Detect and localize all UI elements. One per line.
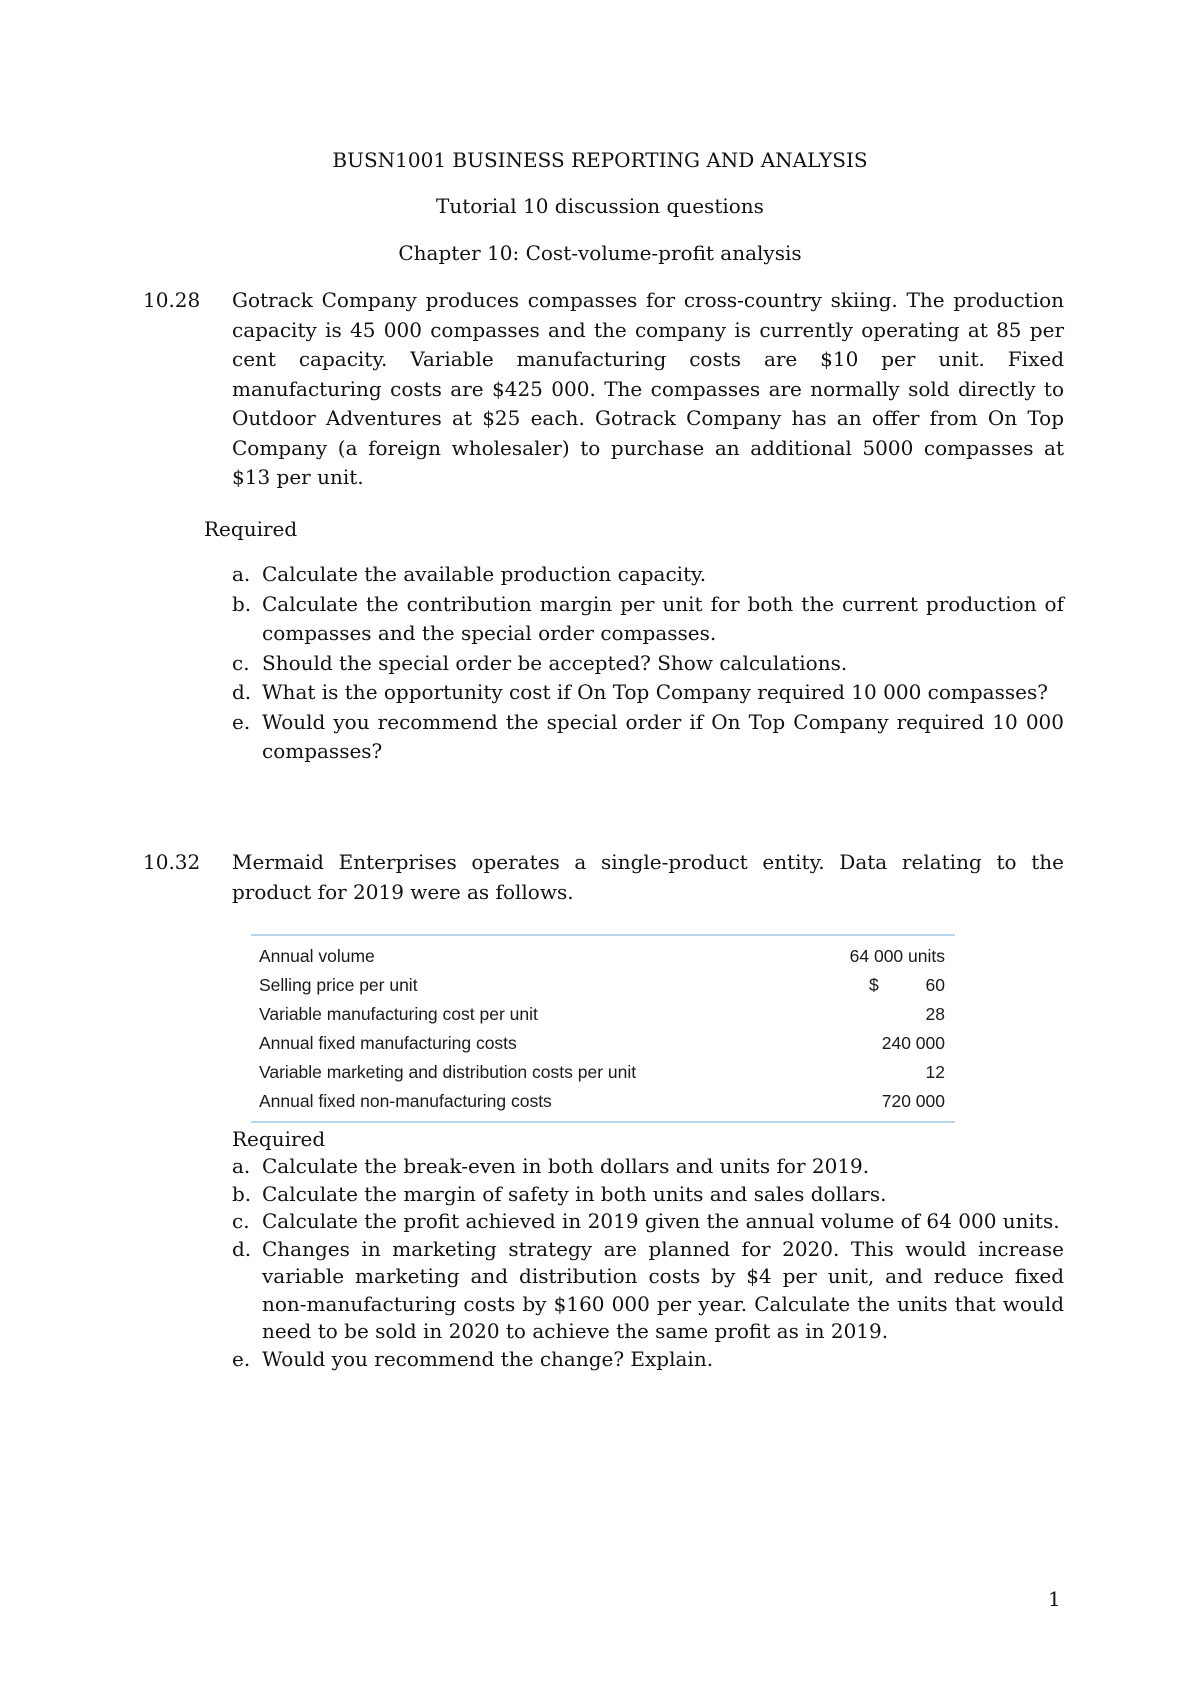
required-list-q1 [232,560,1064,767]
list-item: b. Calculate the margin of safety in both units and sales dollars. [232,1181,887,1206]
product-data-table [251,934,955,1123]
table-row: Variable marketing and distribution costs per unit 12 [259,1062,945,1082]
question-number-10-28: 10.28 [143,288,201,312]
tutorial-title: Tutorial 10 discussion questions [436,194,764,218]
list-item: e. Would you recommend the special order if On Top Company required 10 000 compasses? [232,709,1064,763]
table-row: Variable manufacturing cost per unit 28 [259,1004,945,1024]
question-text-10-28: Gotrack Company produces compasses for cross-country skiing. The production capacity is 45 000 compasses and the company is currently operating at 85 per cent capacity. Variable manufacturing costs are $10 per unit. Fixed manufacturing costs are $425 000. The compasses are normally sold directly to Outdoor Adventures at $25 each. Gotrack Company has an offer from On Top Company (a foreign wholesaler) to purchase an additional 5000 compasses at $13 per unit. [232,288,1064,489]
required-list-q2 [232,1153,1064,1373]
required-label-q2: Required [232,1127,326,1151]
chapter-title: Chapter 10: Cost-volume-profit analysis [398,241,802,265]
required-label-q1: Required [204,517,298,541]
list-item: b. Calculate the contribution margin per unit for both the current production of compasses and the special order compasses. [232,591,1064,645]
list-item: a. Calculate the break-even in both dollars and units for 2019. [232,1154,870,1178]
list-item: d. What is the opportunity cost if On Top Company required 10 000 compasses? [232,680,1048,704]
list-item: d. Changes in marketing strategy are planned for 2020. This would increase variable marketing and distribution costs by $4 per unit, and reduce fixed non-manufacturing costs by $160 000 per year. Calculate the units that would need to be sold in 2020 to achieve the same profit as in 2019. [232,1236,1064,1343]
course-title: BUSN1001 BUSINESS REPORTING AND ANALYSIS [332,148,868,172]
table-row: Annual volume 64 000 units [259,946,945,966]
list-item: e. Would you recommend the change? Explain. [232,1346,714,1371]
list-item: c. Calculate the profit achieved in 2019 given the annual volume of 64 000 units. [232,1209,1060,1233]
question-number-10-32: 10.32 [143,850,201,874]
list-item: a. Calculate the available production capacity. [232,562,707,586]
table-row: Annual fixed non-manufacturing costs 720 000 [259,1091,945,1111]
question-text-10-32: Mermaid Enterprises operates a single-product entity. Data relating to the product for 2019 were as follows. [232,850,1064,904]
page-number: 1 [1048,1587,1061,1611]
table-row: Selling price per unit $ 60 [259,975,945,995]
list-item: c. Should the special order be accepted? Show calculations. [232,650,848,675]
table-row: Annual fixed manufacturing costs 240 000 [259,1033,945,1053]
